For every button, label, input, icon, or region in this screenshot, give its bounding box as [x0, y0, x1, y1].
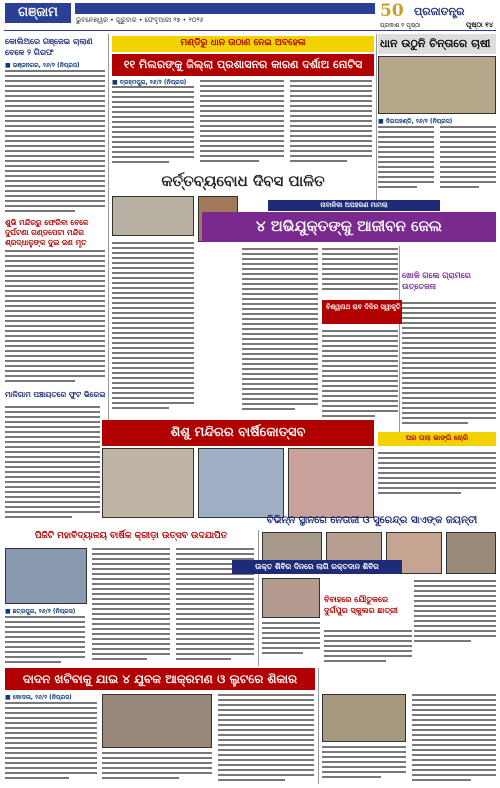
story-headline: ବିଭିନ୍ନ ସ୍ଥାନରେ ନେତାଜୀ ଓ ସୁରେନ୍ଦ୍ର ସାଏଙ୍କ ଜୟନ୍ତୀ: [266, 515, 478, 526]
story-headline: କୋଲିଅରେ ଗଞ୍ଜେଇ ଚାଲାଣ ବେଳେ ୨ ଗିରଫ: [5, 37, 93, 57]
highlight-box: ବିଶ୍ୱନାଥ ରାବ ଦିଦିର ସ୍ୱୀକୃତି: [322, 300, 402, 324]
story-headline: ମାଳିଗାମ ପଞ୍ଚାୟତରେ ଫୁଟ ଭିରେଇ: [5, 390, 106, 399]
story-headline: ୪ ଅଭିଯୁକ୍ତଙ୍କୁ ଆଜୀବନ ଜେଲ: [202, 212, 496, 242]
story-body: [324, 630, 412, 665]
story-body: [242, 248, 318, 413]
column-divider: [318, 668, 319, 784]
column-divider: [258, 530, 259, 666]
column-divider: [399, 246, 400, 432]
story-byline: ■ ବ୍ରହ୍ମପୁର, ୨୬/୨ (ନିପ୍ରସ): [112, 79, 187, 86]
story-headline: ଶିଶୁ ମନ୍ଦିରର ବାର୍ଷିକୋତ୍ସବ: [102, 420, 374, 446]
story-headline: ଶୁଭି ମନ୍ଦିରରୁ ଫେରିବା ବେଳେ ଦୁର୍ଘଟଣା ଗଣ୍ଡପେଟା ମନ୍ଦିର ଶ୍ରଦ୍ଧାଳୁଙ୍କ ଦୁଇ ଜଣ ମୃତ: [5, 218, 89, 247]
paddy-sacks-photo: [378, 56, 496, 114]
story-body: [5, 70, 105, 215]
story-headline: ଧାନ ଉଠୁନି ଚିନ୍ତାରେ ଚାଷୀ: [378, 34, 496, 54]
story-body: [218, 694, 314, 784]
masthead: [0, 0, 500, 33]
story-body: [5, 250, 105, 385]
story-body: [102, 752, 212, 782]
meeting-photo: [322, 694, 406, 742]
kicker-banner: ନାବାଳିକା ଅପହରଣ ମାମଲା: [268, 200, 440, 211]
school-function-photo: [288, 448, 374, 518]
story-headline: ବିବାହରେ ଯୌତୁକରେ ଦୁର୍ଗପୁର ସ୍କୁଲର ଛାତ୍ରୀ: [324, 595, 398, 615]
newspaper-name: ପ୍ରଜାତନ୍ତ୍ର: [414, 5, 465, 18]
story-byline: ■ କୋଦଳା, ୨୬/୨ (ନିପ୍ରସ): [5, 694, 72, 701]
story-body: [440, 126, 496, 191]
victims-photo: [102, 694, 212, 748]
story-body: [262, 622, 320, 657]
news-photo: [112, 196, 194, 236]
page-number: ପୃଷ୍ଠା ୧୪: [466, 21, 494, 29]
sports-event-photo: [5, 548, 87, 604]
column-divider: [376, 34, 377, 204]
story-byline: ■ ଛତ୍ରପୁର, ୨୬/୨ (ନିପ୍ରସ): [5, 608, 76, 615]
story-headline: ଉକ୍ତ ଶିବିର ଦିନରେ ଲାଗି ରକ୍ତଦାନ ଶିବିର: [232, 560, 402, 574]
story-headline: କର୍ତ୍ତବ୍ୟବୋଧ ଦିବସ ପାଳିତ: [161, 172, 325, 190]
story-body: [322, 248, 398, 293]
story-body: [414, 580, 496, 645]
story-body: [402, 302, 496, 427]
story-body: [378, 452, 496, 497]
section-name-box: ଗଞ୍ଜାମ: [5, 3, 71, 23]
story-headline: ଖୋଳି ଗଲେ ଗ୍ରାମରେ ଉତ୍ତେଜନା: [402, 271, 471, 291]
blood-camp-photo: [262, 578, 320, 618]
story-body: [5, 702, 97, 782]
story-body: [322, 746, 406, 781]
anniversary-mark: 50: [380, 1, 404, 21]
story-body: [200, 80, 284, 165]
story-body: [378, 126, 434, 191]
newspaper-logo: [380, 1, 498, 21]
story-body: [290, 80, 372, 165]
masthead-color-strip: [75, 3, 375, 14]
story-body: [412, 694, 496, 784]
school-function-photo: [102, 448, 194, 518]
lead-headline: ୧୧ ମିଲରଙ୍କୁ ଜିଲ୍ଲା ପ୍ରଶାସନର କାରଣ ଦର୍ଶାଅ ନୋଟିସ: [112, 54, 374, 76]
story-byline: ■ ଦିଗପହଣ୍ଡି, ୨୬/୨ (ନିପ୍ରସ): [378, 118, 453, 125]
school-function-photo: [198, 448, 284, 518]
column-divider: [108, 34, 109, 420]
dateline-right: ପ୍ରକାଶ ୧ ପୃଷ୍ଠା: [380, 22, 421, 29]
tribute-photo: [446, 532, 496, 574]
story-body: [5, 406, 100, 521]
story-headline: ଘର ତାଲା ଭାଙ୍ଗି ଚୋରି: [378, 432, 496, 446]
kicker-banner: ମଣ୍ଡିରୁ ଧାନ ଉଠାଣ ନେଇ ଅବହେଳା: [112, 36, 374, 52]
story-body: [5, 616, 85, 666]
story-headline: ପିଜିଟି ମହାବିଦ୍ୟାଳୟ ବାର୍ଷିକ କ୍ରୀଡ଼ା ଉତ୍ସବ ଉଦଯାପିତ: [34, 531, 228, 541]
story-headline: ଦାଦନ ଖଟିବାକୁ ଯାଇ ୪ ଯୁବକ ଆକ୍ରମଣ ଓ ଲୁଟରେ ଶିକାର: [5, 668, 315, 690]
story-body: [112, 86, 194, 166]
story-body: [112, 242, 194, 412]
story-body: [92, 548, 170, 663]
dateline: ଭୁବନେଶ୍ୱର • ଗୁରୁବାର • ଫେବୃଆରୀ ୨୭ • ୨୦୨୫: [76, 16, 204, 24]
story-byline: ■ ଭଞ୍ଜନଗର, ୨୬/୨ (ନିପ୍ରସ): [5, 62, 80, 69]
masthead-rule: [4, 30, 496, 31]
story-body: [322, 330, 398, 420]
